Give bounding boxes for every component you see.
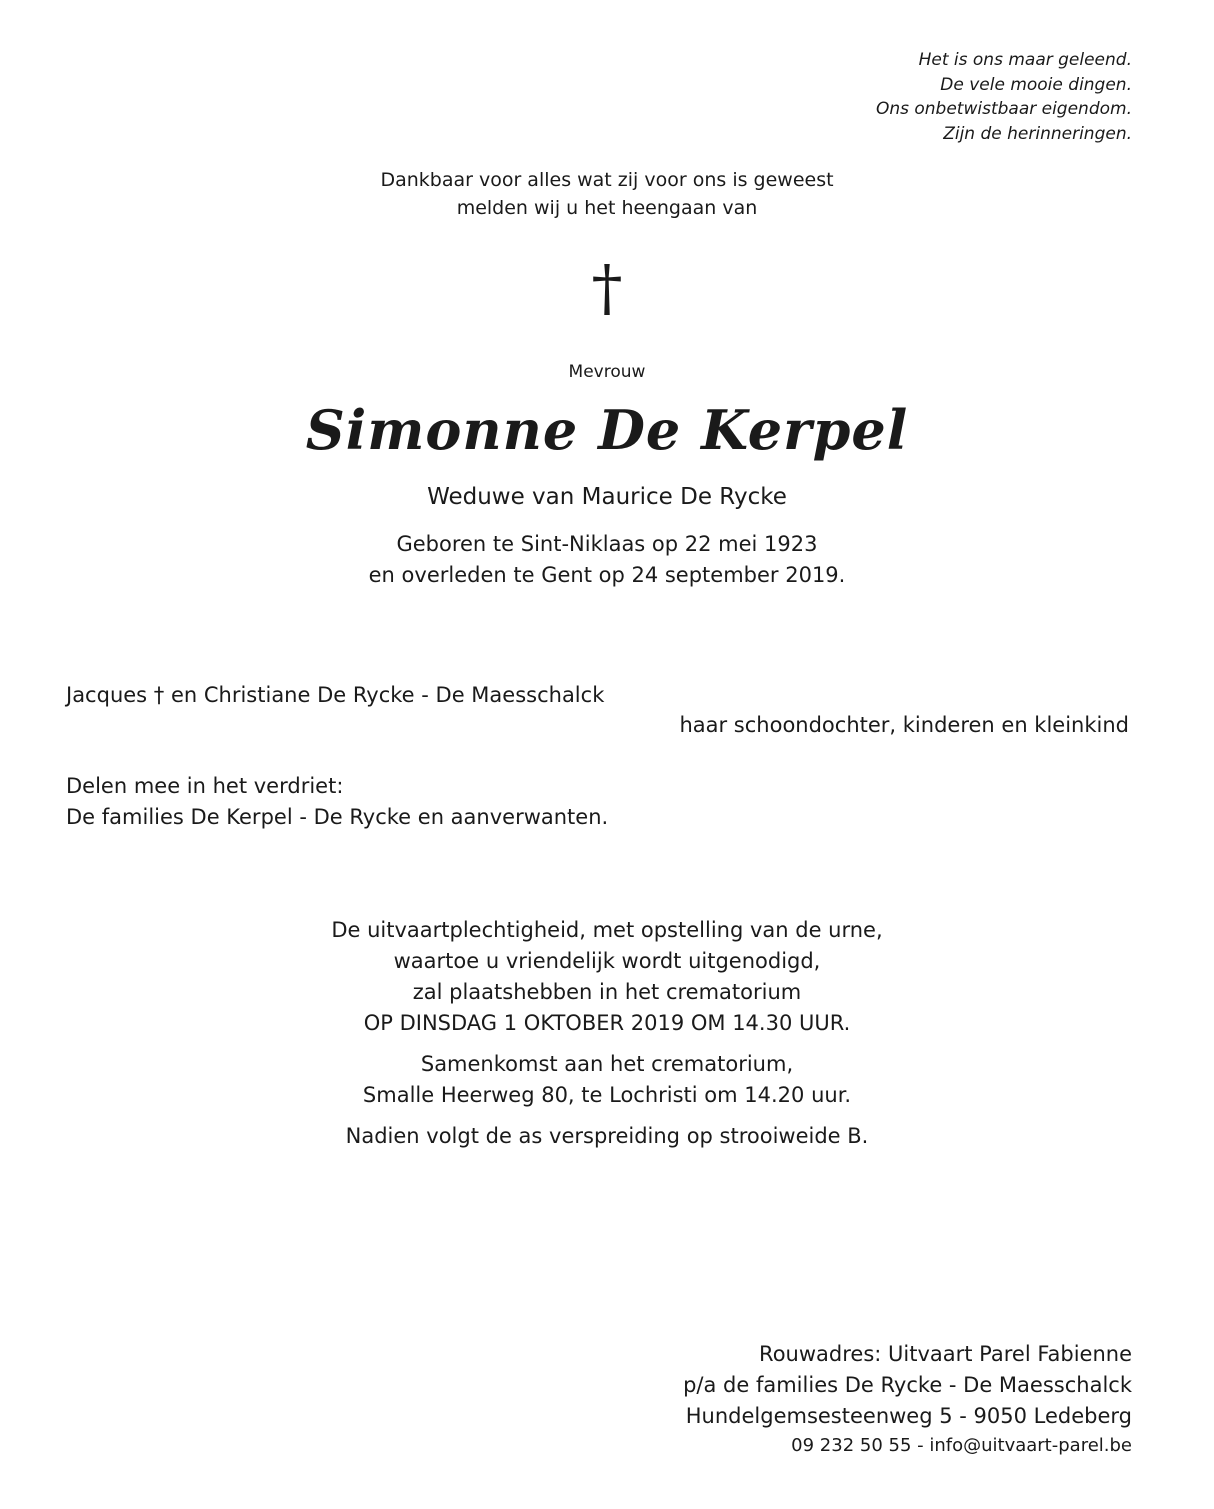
ceremony-date-time: OP DINSDAG 1 OKTOBER 2019 OM 14.30 UUR.	[363, 1011, 851, 1035]
ceremony-line-3: zal plaatshebben in het crematorium	[412, 980, 802, 1004]
address-line-3: Hundelgemsesteenweg 5 - 9050 Ledeberg	[685, 1404, 1132, 1428]
family-relation: haar schoondochter, kinderen en kleinkind	[679, 713, 1129, 737]
intro-text	[0, 166, 1214, 222]
ceremony-line-2: waartoe u vriendelijk wordt uitgenodigd,	[393, 949, 821, 973]
address-line-2: p/a de families De Rycke - De Maesschalck	[683, 1373, 1132, 1397]
death-line: en overleden te Gent op 24 september 2019.	[368, 563, 846, 587]
gathering-line-1: Samenkomst aan het crematorium,	[420, 1052, 794, 1076]
share-line-2: De families De Kerpel - De Rycke en aanverwanten.	[66, 805, 609, 829]
poem-line: Het is ons maar geleend.	[918, 50, 1132, 70]
widow-of: Weduwe van Maurice De Rycke	[427, 484, 787, 510]
gathering-line-2: Smalle Heerweg 80, te Lochristi om 14.20 uur.	[362, 1083, 852, 1107]
family-names: Jacques † en Christiane De Rycke - De Maesschalck	[66, 683, 605, 707]
birth-line: Geboren te Sint-Niklaas op 22 mei 1923	[396, 532, 818, 556]
ceremony-line-1: De uitvaartplechtigheid, met opstelling van de urne,	[331, 918, 883, 942]
address-line-1: Rouwadres: Uitvaart Parel Fabienne	[759, 1342, 1132, 1366]
mourning-address	[683, 1339, 1132, 1460]
deceased-name: Simonne De Kerpel	[305, 398, 909, 462]
cross-icon: †	[591, 251, 623, 324]
poem-line: De vele mooie dingen.	[940, 74, 1132, 95]
intro-line-2: melden wij u het heengaan van	[456, 197, 758, 219]
scattering-line: Nadien volgt de as verspreiding op strooiweide B.	[345, 1124, 869, 1148]
birth-death-dates	[0, 529, 1214, 591]
intro-line-1: Dankbaar voor alles wat zij voor ons is geweest	[380, 169, 834, 191]
share-line-1: Delen mee in het verdriet:	[66, 774, 344, 798]
contact-info: 09 232 50 55 - info@uitvaart-parel.be	[791, 1435, 1132, 1456]
share-grief	[66, 771, 608, 833]
ceremony-info	[0, 915, 1214, 1152]
poem	[876, 48, 1132, 146]
poem-line: Zijn de herinneringen.	[943, 123, 1132, 144]
poem-line: Ons onbetwistbaar eigendom.	[875, 99, 1132, 119]
deceased-title: Mevrouw	[568, 362, 646, 382]
